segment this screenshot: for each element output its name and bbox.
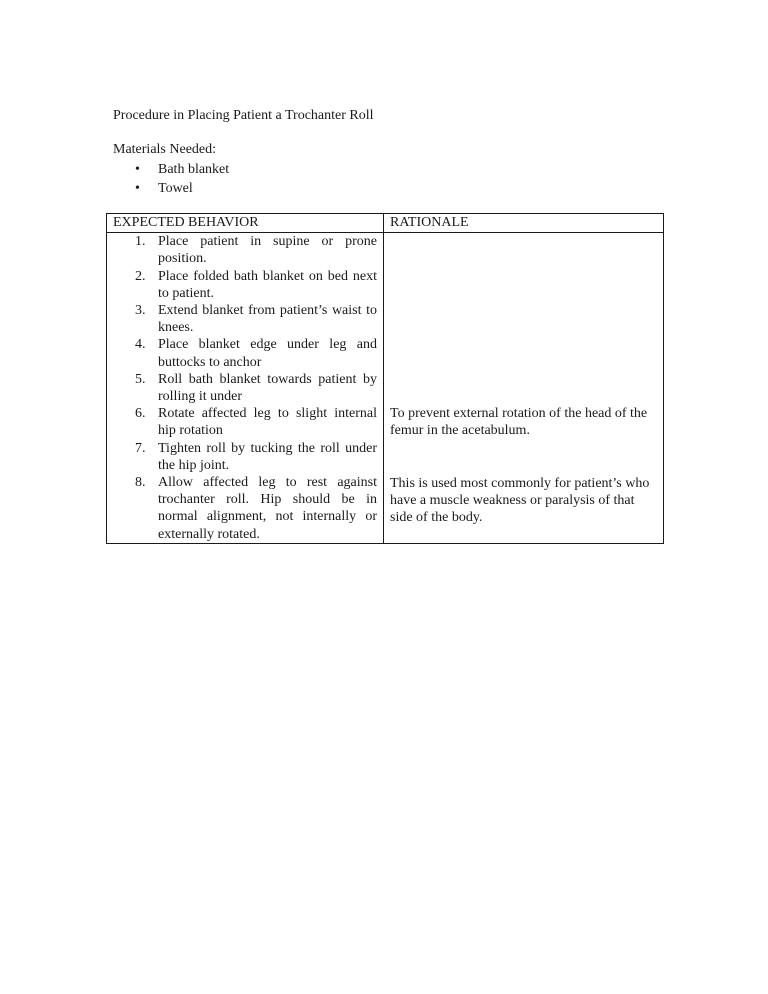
step-text: Place folded bath blanket on bed next to patient.	[158, 268, 377, 301]
table-row	[107, 233, 664, 544]
procedure-table	[106, 213, 664, 544]
step-text: Place patient in supine or prone position.	[158, 234, 377, 267]
rationale-text: To prevent external rotation of the head of the femur in the acetabulum.	[390, 406, 648, 439]
step-text: Place blanket edge under leg and buttocks to anchor	[158, 337, 377, 370]
step-text: Extend blanket from patient’s waist to knees.	[158, 303, 377, 336]
step-number: 7.	[135, 440, 146, 456]
materials-list	[113, 160, 229, 198]
list-item	[113, 233, 377, 267]
list-item	[113, 179, 229, 198]
list-item	[113, 336, 377, 370]
header-expected-behavior: EXPECTED BEHAVIOR	[107, 214, 384, 233]
step-number: 4.	[135, 337, 146, 353]
rationale-text: This is used most commonly for patient’s who have a muscle weakness or paralysis of that side of the body.	[390, 475, 650, 526]
step-number: 8.	[135, 475, 146, 491]
step-number: 1.	[135, 234, 146, 250]
list-item	[113, 302, 377, 336]
step-text: Tighten roll by tucking the roll under the hip joint.	[158, 440, 377, 473]
materials-heading: Materials Needed:	[113, 142, 217, 157]
steps-list	[113, 233, 377, 543]
table-header-row	[107, 214, 664, 233]
material-label: Towel	[158, 181, 193, 196]
material-label: Bath blanket	[158, 162, 230, 177]
rationale-cell	[384, 233, 664, 544]
list-item	[113, 405, 377, 439]
list-item	[113, 440, 377, 474]
bullet-icon: •	[135, 162, 140, 177]
list-item	[113, 268, 377, 302]
step-text: Allow affected leg to rest against trochanter roll. Hip should be in normal alignment, not internally or externally rotated.	[158, 475, 377, 542]
step-number: 5.	[135, 371, 146, 387]
bullet-icon: •	[135, 181, 140, 196]
list-item	[113, 474, 377, 543]
list-item	[113, 371, 377, 405]
step-text: Roll bath blanket towards patient by rolling it under	[158, 371, 377, 405]
step-text: Rotate affected leg to slight internal hip rotation	[158, 406, 377, 439]
step-number: 6.	[135, 406, 146, 422]
header-rationale: RATIONALE	[384, 214, 664, 233]
step-number: 2.	[135, 268, 146, 284]
document-title: Procedure in Placing Patient a Trochanter Roll	[113, 108, 374, 123]
step-number: 3.	[135, 303, 146, 319]
list-item	[113, 160, 229, 179]
behavior-cell	[107, 233, 384, 544]
